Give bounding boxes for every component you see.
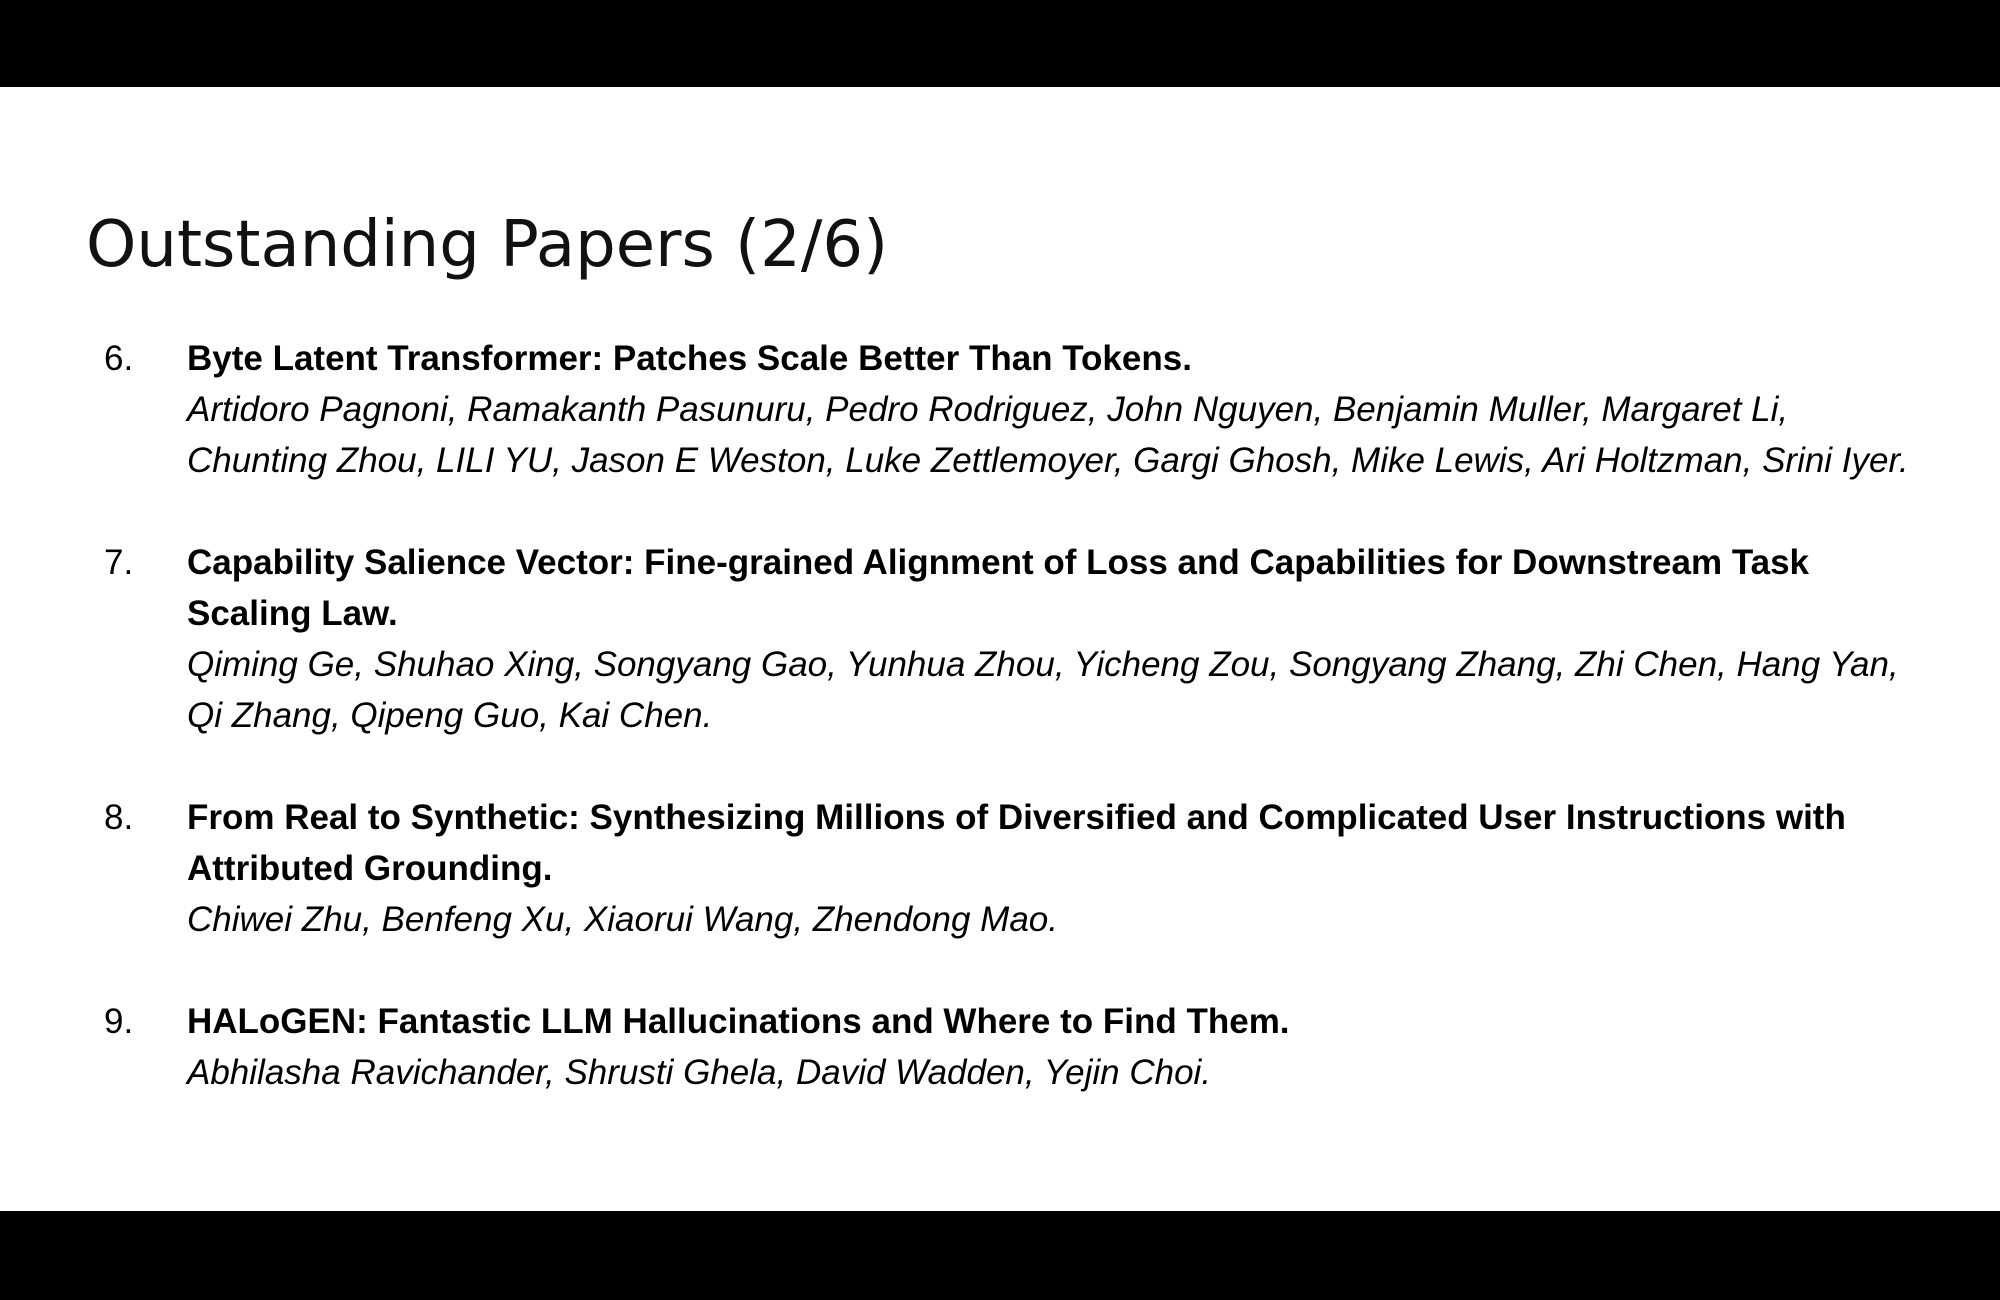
paper-authors: Chiwei Zhu, Benfeng Xu, Xiaorui Wang, Zhendong Mao. <box>187 900 1058 939</box>
paper-item <box>0 996 1932 1098</box>
paper-item <box>0 792 1932 945</box>
paper-item <box>0 537 1932 741</box>
paper-number: 9. <box>104 1002 134 1041</box>
paper-title: From Real to Synthetic: Synthesizing Millions of Diversified and Complicated User Instructions with Attributed Grounding. <box>187 798 1846 888</box>
paper-list <box>0 333 2000 1098</box>
paper-number: 8. <box>104 798 134 837</box>
paper-number: 7. <box>104 543 134 582</box>
paper-item <box>0 333 1932 486</box>
slide <box>0 87 2000 1211</box>
slide-title: Outstanding Papers (2/6) <box>86 208 889 282</box>
paper-authors: Abhilasha Ravichander, Shrusti Ghela, David Wadden, Yejin Choi. <box>187 1053 1212 1092</box>
paper-authors: Artidoro Pagnoni, Ramakanth Pasunuru, Pedro Rodriguez, John Nguyen, Benjamin Muller, Margaret Li, Chunting Zhou, LILI YU, Jason E Weston, Luke Zettlemoyer, Gargi Ghosh, Mike Lewis, Ari Holtzman, Srini Iyer. <box>187 390 1909 480</box>
paper-title: Capability Salience Vector: Fine-grained Alignment of Loss and Capabilities for Downstream Task Scaling Law. <box>187 543 1810 633</box>
paper-title: Byte Latent Transformer: Patches Scale Better Than Tokens. <box>187 339 1192 378</box>
paper-authors: Qiming Ge, Shuhao Xing, Songyang Gao, Yunhua Zhou, Yicheng Zou, Songyang Zhang, Zhi Chen, Hang Yan, Qi Zhang, Qipeng Guo, Kai Chen. <box>187 645 1899 735</box>
paper-title: HALoGEN: Fantastic LLM Hallucinations and Where to Find Them. <box>187 1002 1290 1041</box>
paper-number: 6. <box>104 339 134 378</box>
